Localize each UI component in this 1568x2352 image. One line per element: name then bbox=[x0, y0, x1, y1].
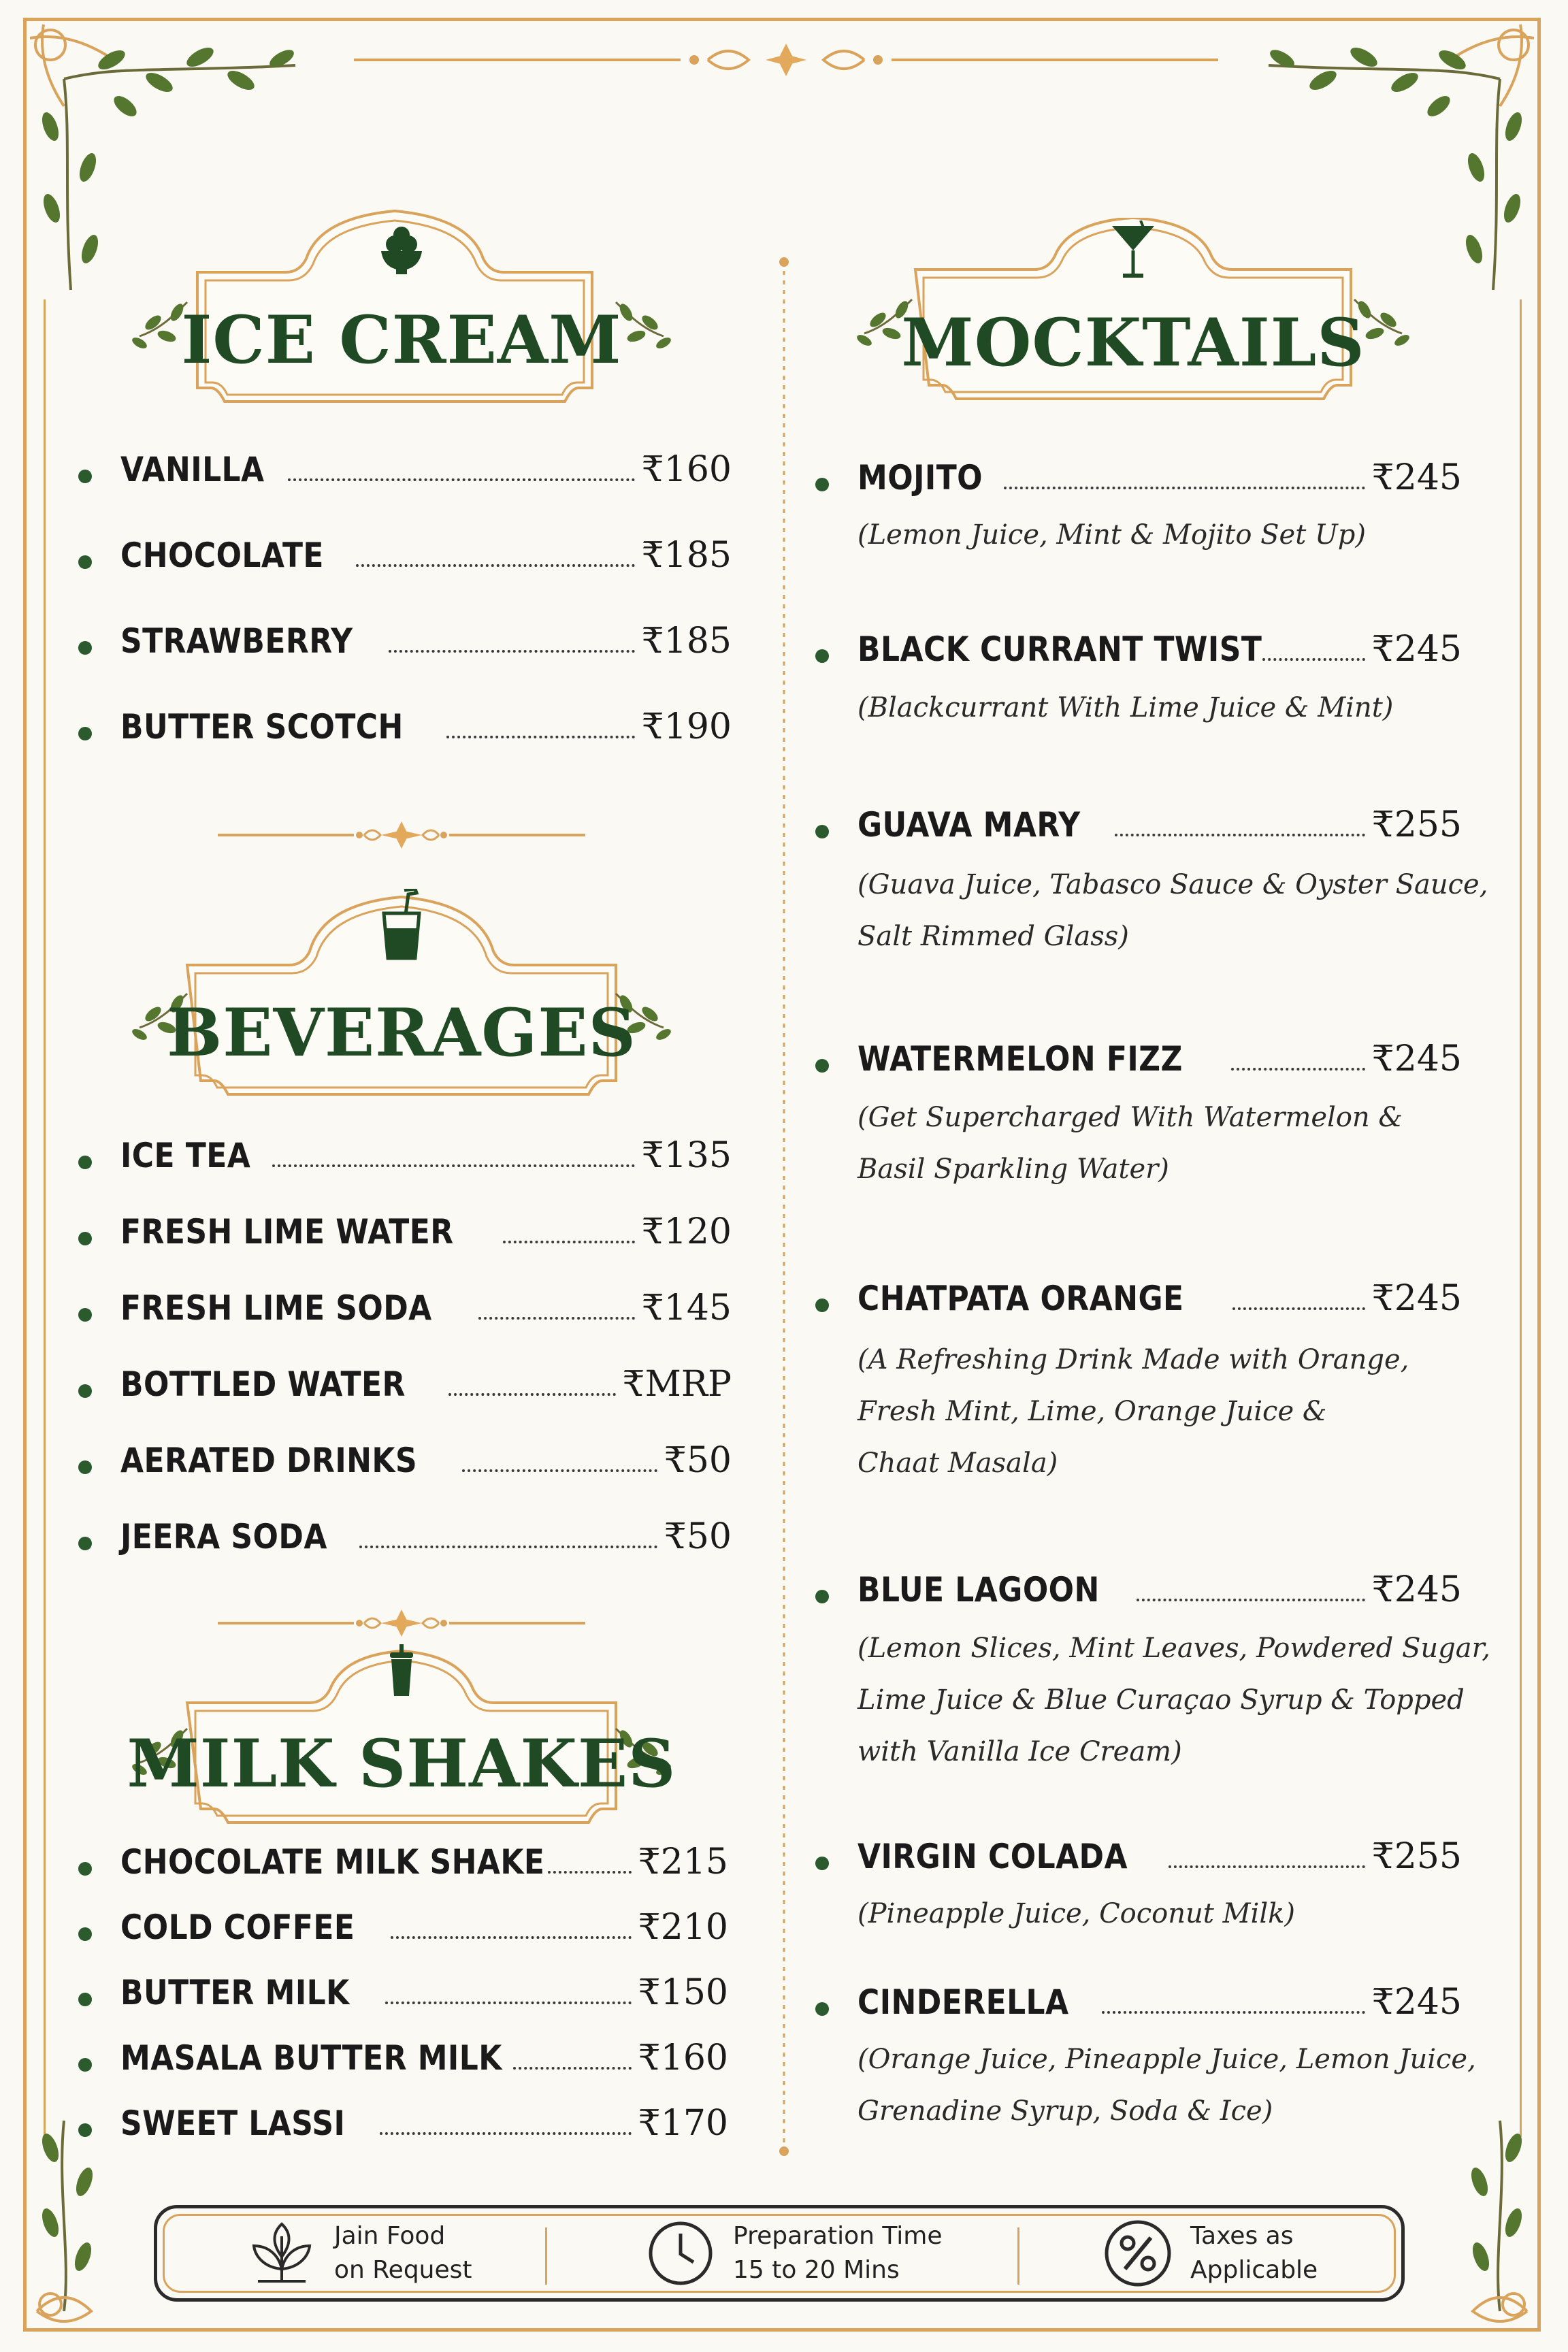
dot-leader bbox=[1102, 2011, 1365, 2014]
leaf-icon bbox=[244, 2216, 319, 2291]
item-description: (Guava Juice, Tabasco Sauce & Oyster Sauce, Salt Rimmed Glass) bbox=[858, 869, 1488, 952]
item-description: (Get Supercharged With Watermelon & Basil Sparkling Water) bbox=[858, 1102, 1403, 1185]
item-price: ₹185 bbox=[641, 535, 732, 576]
dot-leader bbox=[389, 650, 635, 653]
dot-leader bbox=[503, 1241, 634, 1243]
item-description: (Lemon Juice, Mint & Mojito Set Up) bbox=[858, 519, 1366, 551]
beverages-header bbox=[119, 885, 684, 1102]
menu-item bbox=[78, 1907, 728, 1948]
dot-leader bbox=[1262, 658, 1365, 661]
item-price: ₹150 bbox=[638, 1972, 728, 2013]
corner-vine-ornament bbox=[1418, 2107, 1541, 2332]
top-flourish-ornament bbox=[354, 39, 1218, 80]
menu-item bbox=[78, 1516, 732, 1557]
item-price: ₹245 bbox=[1371, 629, 1462, 670]
section-title: MOCKTAILS bbox=[901, 304, 1365, 381]
item-description: (Pineapple Juice, Coconut Milk) bbox=[858, 1898, 1295, 1929]
item-name: BUTTER SCOTCH bbox=[120, 707, 404, 747]
item-name: STRAWBERRY bbox=[120, 621, 353, 661]
dot-leader bbox=[288, 478, 634, 481]
item-price: ₹245 bbox=[1371, 1569, 1462, 1610]
dot-leader bbox=[1232, 1307, 1365, 1310]
dot-leader bbox=[448, 1393, 616, 1396]
menu-item bbox=[815, 629, 1462, 670]
dot-leader bbox=[359, 1546, 657, 1548]
item-price: ₹170 bbox=[638, 2103, 728, 2144]
jain-food-info: Jain Food on Request bbox=[244, 2208, 472, 2298]
item-price: ₹245 bbox=[1371, 1039, 1462, 1079]
menu-item bbox=[815, 1278, 1462, 1319]
item-name: BLACK CURRANT TWIST bbox=[858, 630, 1262, 669]
milkshake-glass-icon bbox=[385, 1644, 419, 1699]
clock-icon bbox=[643, 2216, 718, 2291]
percent-icon bbox=[1100, 2216, 1175, 2291]
item-name: JEERA SODA bbox=[120, 1517, 327, 1556]
menu-item bbox=[815, 1982, 1462, 2023]
section-separator-ornament bbox=[218, 1606, 585, 1640]
item-description: (Orange Juice, Pineapple Juice, Lemon Juice, Grenadine Syrup, Soda & Ice) bbox=[858, 2044, 1476, 2127]
item-price: ₹145 bbox=[641, 1288, 732, 1328]
item-price: ₹245 bbox=[1371, 1982, 1462, 2023]
item-name: VIRGIN COLADA bbox=[858, 1837, 1128, 1876]
menu-item bbox=[78, 1972, 728, 2013]
item-name: CINDERELLA bbox=[858, 1982, 1069, 2022]
item-name: ICE TEA bbox=[120, 1136, 251, 1175]
dot-leader bbox=[1115, 834, 1365, 836]
section-title: ICE CREAM bbox=[181, 301, 622, 378]
menu-item bbox=[815, 804, 1462, 845]
dot-leader bbox=[478, 1317, 635, 1320]
milk-shakes-header bbox=[119, 1647, 684, 1831]
menu-item bbox=[78, 2103, 728, 2144]
taxes-info: Taxes as Applicable bbox=[1100, 2208, 1318, 2298]
item-name: BLUE LAGOON bbox=[858, 1570, 1100, 1610]
item-price: ₹185 bbox=[641, 621, 732, 662]
menu-item bbox=[78, 1440, 732, 1481]
item-name: COLD COFFEE bbox=[120, 1908, 355, 1947]
item-name: CHOCOLATE bbox=[120, 536, 324, 575]
dot-leader bbox=[1004, 487, 1365, 489]
item-price: ₹50 bbox=[664, 1440, 732, 1481]
menu-item bbox=[78, 535, 732, 576]
item-name: SWEET LASSI bbox=[120, 2104, 346, 2143]
menu-item bbox=[78, 1135, 732, 1176]
item-name: BUTTER MILK bbox=[120, 1973, 350, 2012]
item-name: FRESH LIME SODA bbox=[120, 1288, 432, 1328]
dot-leader bbox=[1231, 1068, 1365, 1071]
item-price: ₹255 bbox=[1371, 1836, 1462, 1877]
item-price: ₹215 bbox=[638, 1842, 728, 1882]
dot-leader bbox=[462, 1469, 657, 1472]
item-price: ₹245 bbox=[1371, 1278, 1462, 1319]
item-name: CHATPATA ORANGE bbox=[858, 1279, 1184, 1318]
dot-leader bbox=[356, 564, 635, 567]
item-description: (Lemon Slices, Mint Leaves, Powdered Sugar, Lime Juice & Blue Curaçao Syrup & Topped with Vanilla Ice Cream) bbox=[858, 1633, 1491, 1767]
item-price: ₹160 bbox=[638, 2038, 728, 2078]
menu-item bbox=[78, 2038, 728, 2078]
menu-item bbox=[78, 1211, 732, 1252]
item-name: MOJITO bbox=[858, 458, 983, 497]
mocktails-header bbox=[847, 218, 1419, 415]
item-description: (Blackcurrant With Lime Juice & Mint) bbox=[858, 692, 1394, 723]
column-divider bbox=[779, 257, 789, 2156]
item-price: ₹120 bbox=[641, 1211, 732, 1252]
item-name: BOTTLED WATER bbox=[120, 1365, 406, 1404]
dot-leader bbox=[1137, 1599, 1365, 1601]
dot-leader bbox=[380, 2132, 631, 2135]
item-name: VANILLA bbox=[120, 450, 265, 489]
footer-divider bbox=[1017, 2227, 1019, 2285]
item-price: ₹MRP bbox=[622, 1364, 732, 1405]
dot-leader bbox=[446, 736, 635, 738]
item-price: ₹160 bbox=[641, 449, 732, 490]
item-price: ₹210 bbox=[638, 1907, 728, 1948]
menu-item bbox=[78, 1288, 732, 1328]
item-price: ₹135 bbox=[641, 1135, 732, 1176]
menu-item bbox=[815, 1836, 1462, 1877]
item-name: MASALA BUTTER MILK bbox=[120, 2038, 502, 2078]
dot-leader bbox=[548, 1871, 631, 1874]
item-name: GUAVA MARY bbox=[858, 805, 1081, 845]
menu-item bbox=[78, 1842, 728, 1882]
menu-item bbox=[815, 457, 1462, 498]
section-separator-ornament bbox=[218, 818, 585, 852]
section-title: MILK SHAKES bbox=[127, 1725, 676, 1802]
drink-cup-icon bbox=[374, 889, 429, 964]
menu-item bbox=[78, 706, 732, 747]
menu-item bbox=[815, 1569, 1462, 1610]
menu-item bbox=[78, 1364, 732, 1405]
dot-leader bbox=[513, 2067, 631, 2070]
item-name: FRESH LIME WATER bbox=[120, 1212, 454, 1252]
ice-cream-bowl-icon bbox=[374, 224, 429, 278]
info-footer bbox=[154, 2205, 1405, 2302]
item-description: (A Refreshing Drink Made with Orange, Fresh Mint, Lime, Orange Juice & Chaat Masala) bbox=[858, 1344, 1409, 1479]
preparation-time-info: Preparation Time 15 to 20 Mins bbox=[643, 2208, 943, 2298]
dot-leader bbox=[385, 2002, 632, 2004]
menu-item bbox=[78, 449, 732, 490]
section-title: BEVERAGES bbox=[167, 994, 636, 1071]
menu-item bbox=[815, 1039, 1462, 1079]
item-price: ₹50 bbox=[664, 1516, 732, 1557]
dot-leader bbox=[272, 1164, 634, 1167]
item-name: CHOCOLATE MILK SHAKE bbox=[120, 1842, 545, 1882]
footer-divider bbox=[545, 2227, 547, 2285]
menu-item bbox=[78, 621, 732, 662]
ice-cream-header bbox=[129, 207, 674, 411]
dot-leader bbox=[391, 1936, 631, 1939]
cocktail-glass-icon bbox=[1109, 220, 1157, 282]
item-price: ₹245 bbox=[1371, 457, 1462, 498]
item-name: WATERMELON FIZZ bbox=[858, 1039, 1183, 1079]
item-name: AERATED DRINKS bbox=[120, 1441, 418, 1480]
item-price: ₹255 bbox=[1371, 804, 1462, 845]
item-price: ₹190 bbox=[641, 706, 732, 747]
dot-leader bbox=[1169, 1865, 1365, 1868]
